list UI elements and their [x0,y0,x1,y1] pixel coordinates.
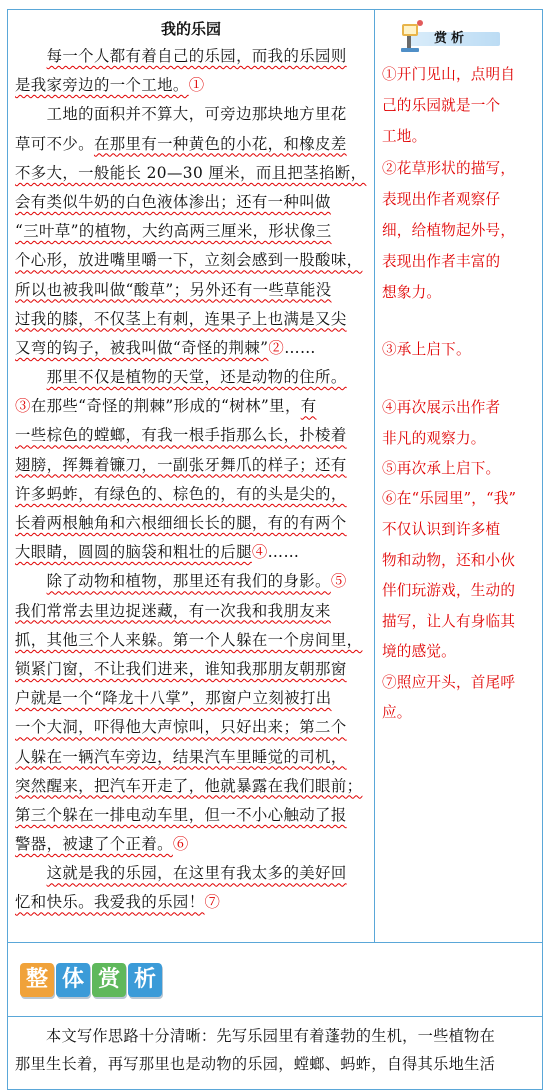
note-line: ②花草形状的描写， [382,160,516,177]
reading-lamp-icon [398,18,428,54]
essay-text [15,368,47,386]
essay-line [15,743,367,772]
essay-text: 一个大洞，吓得他大声惊叫，只好出来；第二个 [15,718,347,737]
summary-divider [7,1016,543,1017]
essay-text: 许多蚂蚱，有绿色的、棕色的，有的头是尖的， [15,484,347,503]
note-line: ①开门见山，点明自 [382,66,516,83]
essay-line [15,217,367,246]
annotation-marker: ④ [251,543,268,562]
essay-line [15,772,367,801]
essay-line [15,305,367,334]
essay-text: 工地的面积并不算大，可旁边那块地方里花 [15,105,347,124]
essay-text: 第三个躲在一排电动车里，但一不小心触动了报 [15,805,347,824]
essay-text: 我们常常去里边捉迷藏，有一次我和我朋友来 [15,601,331,620]
note-line: 表现出作者丰富的 [382,253,501,270]
essay-line [15,830,367,859]
essay-text: 这就是我的乐园，在这里有我太多的美好回 [46,864,347,883]
essay-text: 人躲在一辆汽车旁边，结果汽车里睡觉的司机， [15,747,347,766]
essay-line [15,451,367,480]
essay-line [15,334,367,363]
essay-line [15,859,367,888]
note-line: 细，给植物起外号， [382,222,516,239]
essay-line [15,684,367,713]
logo-tile: 析 [128,963,162,997]
note-line: ⑦照应开头，首尾呼 [382,674,516,691]
essay-text: “三叶草”的植物，大约高两三厘米，形状像三 [15,222,332,241]
essay-text: 忆和快乐。我爱我的乐园！ [15,893,205,912]
note-line: ④再次展示出作者 [382,399,501,416]
annotation-marker: ⑤ [330,572,347,591]
essay-line [15,509,367,538]
essay-text: 锁紧门窗，不让我们进来，谁知我那朋友朝那窗 [15,659,347,678]
essay-text: 个心形，放进嘴里嚼一下，立刻会感到一股酸味， [15,251,363,270]
summary-line: 本文写作思路十分清晰：先写乐园里有着蓬勃的生机，一些植物在 [15,1027,496,1045]
annotation-marker: ① [188,76,205,95]
logo-tile: 赏 [92,963,126,997]
annotation-marker: ⑦ [204,893,221,912]
note-line: ⑤再次承上启下。 [382,460,501,477]
column-divider [374,9,375,943]
note-line: 境的感觉。 [382,643,456,660]
essay-text: 大眼睛，圆圆的脑袋和粗壮的后腿 [15,543,252,562]
essay-text: 在那些“奇怪的荆棘”形成的“树林”里， [30,397,301,416]
annotation-marker: ③ [15,397,31,416]
note-line: 表现出作者观察仔 [382,191,501,208]
essay-line [15,392,367,421]
essay-line [15,363,367,392]
essay-text: 会有类似牛奶的白色液体渗出；还有一种叫做 [15,192,331,211]
note-line: 己的乐园就是一个 [382,97,501,114]
essay-text: 抓，其他三个人来躲。第一个人躲在一个房间里， [15,630,363,649]
essay-text: 警器，被逮了个正着。 [15,835,173,854]
essay-text: 草可不少。 [15,134,94,153]
essay-text: 不多大，一般能长 20—30 厘米，而且把茎掐断， [15,163,367,182]
note-line: ③承上启下。 [382,341,471,358]
essay-line [15,71,367,100]
overall-analysis-logo [20,963,164,997]
essay-text: 突然醒来，把汽车开走了，他就暴露在我们眼前； [15,776,363,795]
essay-text [15,864,47,882]
essay-line [15,159,367,188]
essay-line [15,188,367,217]
essay-line [15,276,367,305]
logo-tile: 整 [20,963,54,997]
summary-line: 那里生长着，再写那里也是动物的乐园，螳螂、蚂蚱，自得其乐地生活 [15,1055,496,1073]
essay-line [15,42,367,71]
note-line: 不仅认识到许多植 [382,521,501,538]
notes-heading: 赏析 [434,31,469,46]
essay-line [15,567,367,596]
essay-text [15,47,47,65]
essay-line [15,100,367,129]
note-line: 应。 [382,704,412,721]
essay-line [15,597,367,626]
essay-text: 户就是一个“降龙十八掌”，那窗户立刻被打出 [15,689,332,708]
essay-line [15,538,367,567]
essay-line [15,626,367,655]
section-divider [7,942,543,943]
note-line: 描写，让人有身临其 [382,613,516,630]
essay-text: 长着两根触角和六根细细长长的腿，有的有两个 [15,514,347,532]
annotation-marker: ⑥ [172,835,189,854]
essay-text: 翅膀，挥舞着镰刀，一副张牙舞爪的样子；还有 [15,455,347,474]
note-line: 想象力。 [382,284,442,301]
note-line: 伴们玩游戏，生动的 [382,582,516,599]
essay-text: 在那里有一种黄色的小花，和橡皮差 [93,134,347,153]
essay-line [15,801,367,830]
essay-text: …… [284,338,316,357]
essay-line [15,480,367,509]
note-line: 工地。 [382,128,427,145]
essay-text: 一些棕色的螳螂，有我一根手指那么长，扑棱着 [15,426,347,445]
essay-column [15,16,367,918]
essay-line [15,888,367,917]
essay-text: 是我家旁边的一个工地。 [15,76,189,95]
annotation-marker: ② [268,338,285,357]
essay-title: 我的乐园 [160,20,221,38]
logo-tile: 体 [56,963,90,997]
essay-line [15,130,367,159]
essay-text: 过我的膝，不仅茎上有刺，连果子上也满是又尖 [15,309,347,328]
essay-line [15,713,367,742]
essay-text: 有 [300,397,317,416]
note-line: 非凡的观察力。 [382,430,486,447]
notes-header [398,18,518,54]
essay-line [15,246,367,275]
essay-text: 除了动物和植物，那里还有我们的身影。 [46,572,331,591]
note-line: ⑥在“乐园里”，“我” [382,490,517,507]
essay-text: 又弯的钩子，被我叫做“奇怪的荆棘” [15,338,269,357]
essay-text: 那里不仅是植物的天堂，还是动物的住所。 [46,368,347,387]
essay-line [15,421,367,450]
essay-text: 所以也被我叫做“酸草”；另外还有一些草能没 [15,280,332,299]
essay-body [15,42,367,918]
essay-line [15,655,367,684]
note-line: 物和动物，还和小伙 [382,552,516,569]
overall-analysis-text [15,1022,539,1078]
essay-text: …… [267,543,300,562]
essay-text: 每一个人都有着自己的乐园，而我的乐园则 [46,47,347,65]
essay-text [15,572,47,590]
